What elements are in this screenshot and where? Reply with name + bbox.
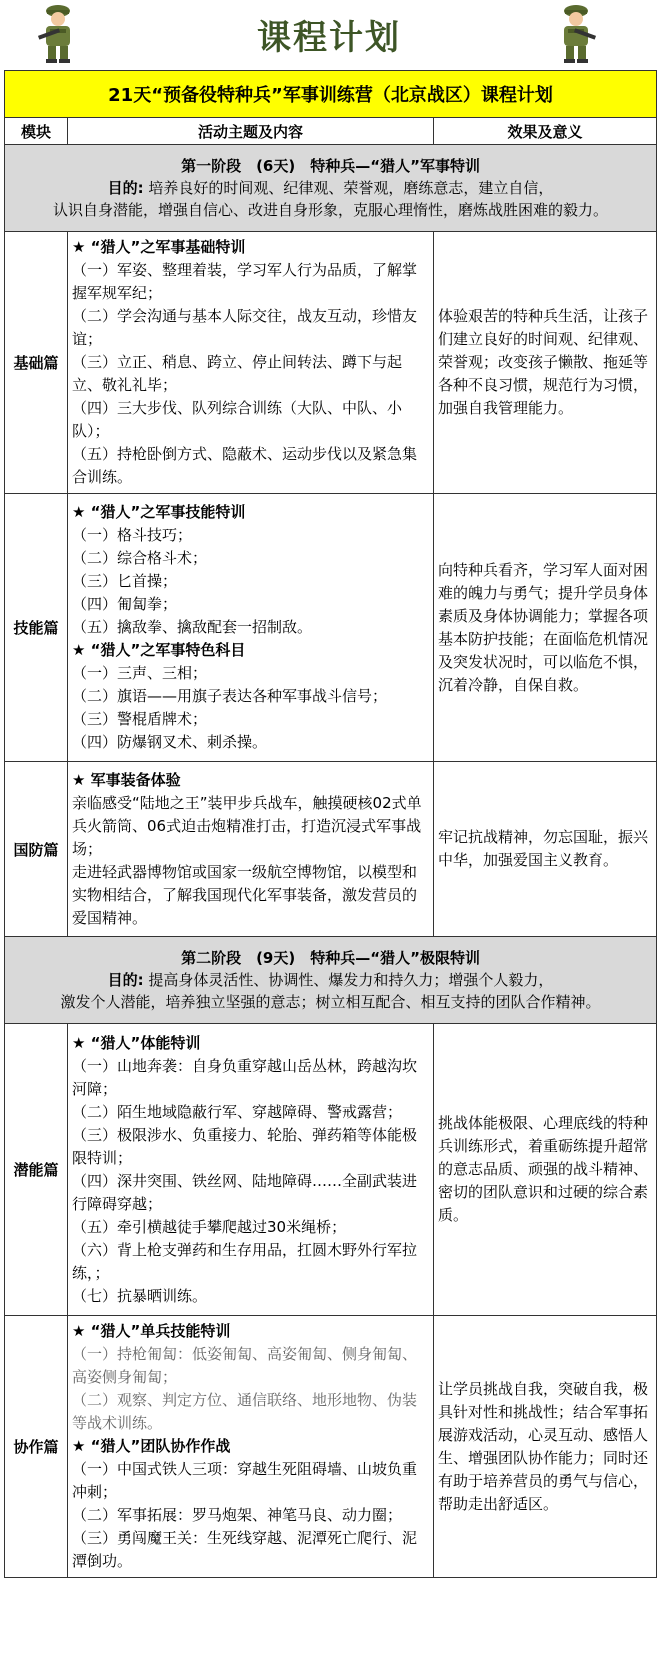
section-heading: ★ “猎人”之军事技能特训 (72, 503, 246, 521)
phase-1-title: 第一阶段 (6天) 特种兵—“猎人”军事特训 (181, 157, 480, 175)
list-item: （二）陌生地域隐蔽行军、穿越障碍、警戒露营； (72, 1102, 403, 1121)
list-item: （二）综合格斗术； (72, 549, 208, 567)
list-item: （六）背上枪支弹药和生存用品，扛圆木野外行军拉练，； (72, 1240, 418, 1282)
list-item: 亲临感受“陆地之王”装甲步兵战车，触摸硬核02式单兵火箭筒、06式迫击炮精准打击，打造沉浸式军事战场； (72, 793, 422, 858)
list-item: （二）军事拓展：罗马炮架、神笔马良、动力圈； (72, 1506, 403, 1524)
phase-1-goal-line2: 认识自身潜能，增强自信心、改进自身形象，克服心理惰性，磨炼战胜困难的毅力。 (53, 201, 609, 219)
list-item: （一）山地奔袭：自身负重穿越山岳丛林，跨越沟坎河障； (72, 1056, 418, 1098)
section-heading: ★ “猎人”团队协作作战 (72, 1437, 231, 1455)
effect-jineng: 向特种兵看齐，学习军人面对困难的魄力与勇气；提升学员身体素质及身体协调能力；掌握各项基本防护技能；在面临危机情况及突发状况时，可以临危不惧，沉着冷静，自保自救。 (434, 494, 657, 762)
table-row (5, 1024, 657, 1316)
list-item: （二）旗语——用旗子表达各种军事战斗信号； (72, 687, 388, 705)
list-item: （七）抗暴晒训练。 (72, 1286, 208, 1305)
list-item: （四）匍匐拳； (72, 595, 178, 613)
section-heading: ★ “猎人”之军事特色科目 (72, 641, 246, 659)
list-item: （五）擒敌拳、擒敌配套一招制敌。 (72, 618, 313, 636)
list-item: （一）持枪匍匐：低姿匍匐、高姿匍匐、侧身匍匐、高姿侧身匍匐； (72, 1345, 418, 1386)
phase-2-goal-line2: 激发个人潜能，培养独立坚强的意志；树立相互配合、相互支持的团队合作精神。 (60, 993, 601, 1011)
section-heading: ★ 军事装备体验 (72, 770, 181, 789)
list-item: （二）学会沟通与基本人际交往，战友互动，珍惜友谊； (72, 307, 418, 348)
phase-1-banner (5, 145, 657, 232)
module-jineng: 技能篇 (5, 494, 68, 762)
list-item: （一）三声、三相； (72, 664, 208, 682)
page-header (0, 0, 658, 66)
list-item: （四）三大步伐、队列综合训练（大队、中队、小队）； (72, 399, 403, 440)
column-header-module: 模块 (5, 118, 68, 145)
course-table (4, 70, 657, 1578)
content-jineng (68, 494, 434, 762)
section-heading: ★ “猎人”单兵技能特训 (72, 1322, 231, 1340)
list-item: （二）观察、判定方位、通信联络、地形地物、伪装等战术训练。 (72, 1391, 418, 1432)
table-row (5, 494, 657, 762)
list-item: （三）匕首操； (72, 572, 178, 590)
section-heading: ★ “猎人”体能特训 (72, 1033, 201, 1052)
column-header-effect: 效果及意义 (434, 118, 657, 145)
phase-2-goal-line1: 提高身体灵活性、协调性、爆发力和持久力；增强个人毅力， (148, 971, 554, 989)
content-jichu (68, 232, 434, 494)
list-item: （一）格斗技巧； (72, 526, 193, 544)
table-row (5, 1316, 657, 1578)
module-qianneng: 潜能篇 (5, 1024, 68, 1316)
list-item: （三）警棍盾牌术； (72, 710, 208, 728)
table-row (5, 232, 657, 494)
soldier-icon (554, 2, 598, 64)
list-item: （四）深井突围、铁丝网、陆地障碍……全副武装进行障碍穿越； (72, 1171, 418, 1213)
list-item: （一）军姿、整理着装，学习军人行为品质，了解掌握军规军纪； (72, 261, 418, 302)
phase-2-banner (5, 937, 657, 1024)
effect-guofang: 牢记抗战精神，勿忘国耻，振兴中华，加强爱国主义教育。 (434, 762, 657, 937)
effect-jichu: 体验艰苦的特种兵生活，让孩子们建立良好的时间观、纪律观、荣誉观；改变孩子懒散、拖延等各种不良习惯，规范行为习惯，加强自我管理能力。 (434, 232, 657, 494)
list-item: （五）持枪卧倒方式、隐蔽术、运动步伐以及紧急集合训练。 (72, 445, 418, 486)
phase-1-goal-line1: 培养良好的时间观、纪律观、荣誉观，磨练意志，建立自信， (148, 179, 554, 197)
module-jichu: 基础篇 (5, 232, 68, 494)
list-item: （一）中国式铁人三项：穿越生死阻碍墙、山坡负重冲刺； (72, 1460, 418, 1501)
list-item: （三）极限涉水、负重接力、轮胎、弹药箱等体能极限特训； (72, 1125, 418, 1167)
effect-xiezuo: 让学员挑战自我，突破自我，极具针对性和挑战性；结合军事拓展游戏活动，心灵互动、感悟人生、增强团队协作能力；同时还有助于培养营员的勇气与信心，帮助走出舒适区。 (434, 1316, 657, 1578)
module-guofang: 国防篇 (5, 762, 68, 937)
list-item: （五）牵引横越徒手攀爬越过30米绳桥； (72, 1217, 347, 1236)
table-row (5, 762, 657, 937)
column-header-content: 活动主题及内容 (68, 118, 434, 145)
content-guofang (68, 762, 434, 937)
list-item: （四）防爆钢叉术、刺杀操。 (72, 733, 268, 751)
page-title: 课程计划 (257, 18, 401, 58)
module-xiezuo: 协作篇 (5, 1316, 68, 1578)
list-item: （三）勇闯魔王关：生死线穿越、泥潭死亡爬行、泥潭倒功。 (72, 1529, 418, 1570)
content-xiezuo (68, 1316, 434, 1578)
list-item: 走进轻武器博物馆或国家一级航空博物馆，以模型和实物相结合，了解我国现代化军事装备，激发营员的爱国精神。 (72, 862, 418, 927)
section-heading: ★ “猎人”之军事基础特训 (72, 238, 246, 256)
effect-qianneng: 挑战体能极限、心理底线的特种兵训练形式，着重砺练提升超常的意志品质、顽强的战斗精神、密切的团队意识和过硬的综合素质。 (434, 1024, 657, 1316)
list-item: （三）立正、稍息、跨立、停止间转法、蹲下与起立、敬礼礼毕； (72, 353, 403, 394)
table-main-title: 21天“预备役特种兵”军事训练营（北京战区）课程计划 (5, 71, 657, 118)
phase-2-title: 第二阶段 (9天) 特种兵—“猎人”极限特训 (181, 949, 480, 967)
content-qianneng (68, 1024, 434, 1316)
phase-1-goal-label: 目的: (107, 179, 144, 197)
phase-2-goal-label: 目的: (107, 971, 144, 989)
